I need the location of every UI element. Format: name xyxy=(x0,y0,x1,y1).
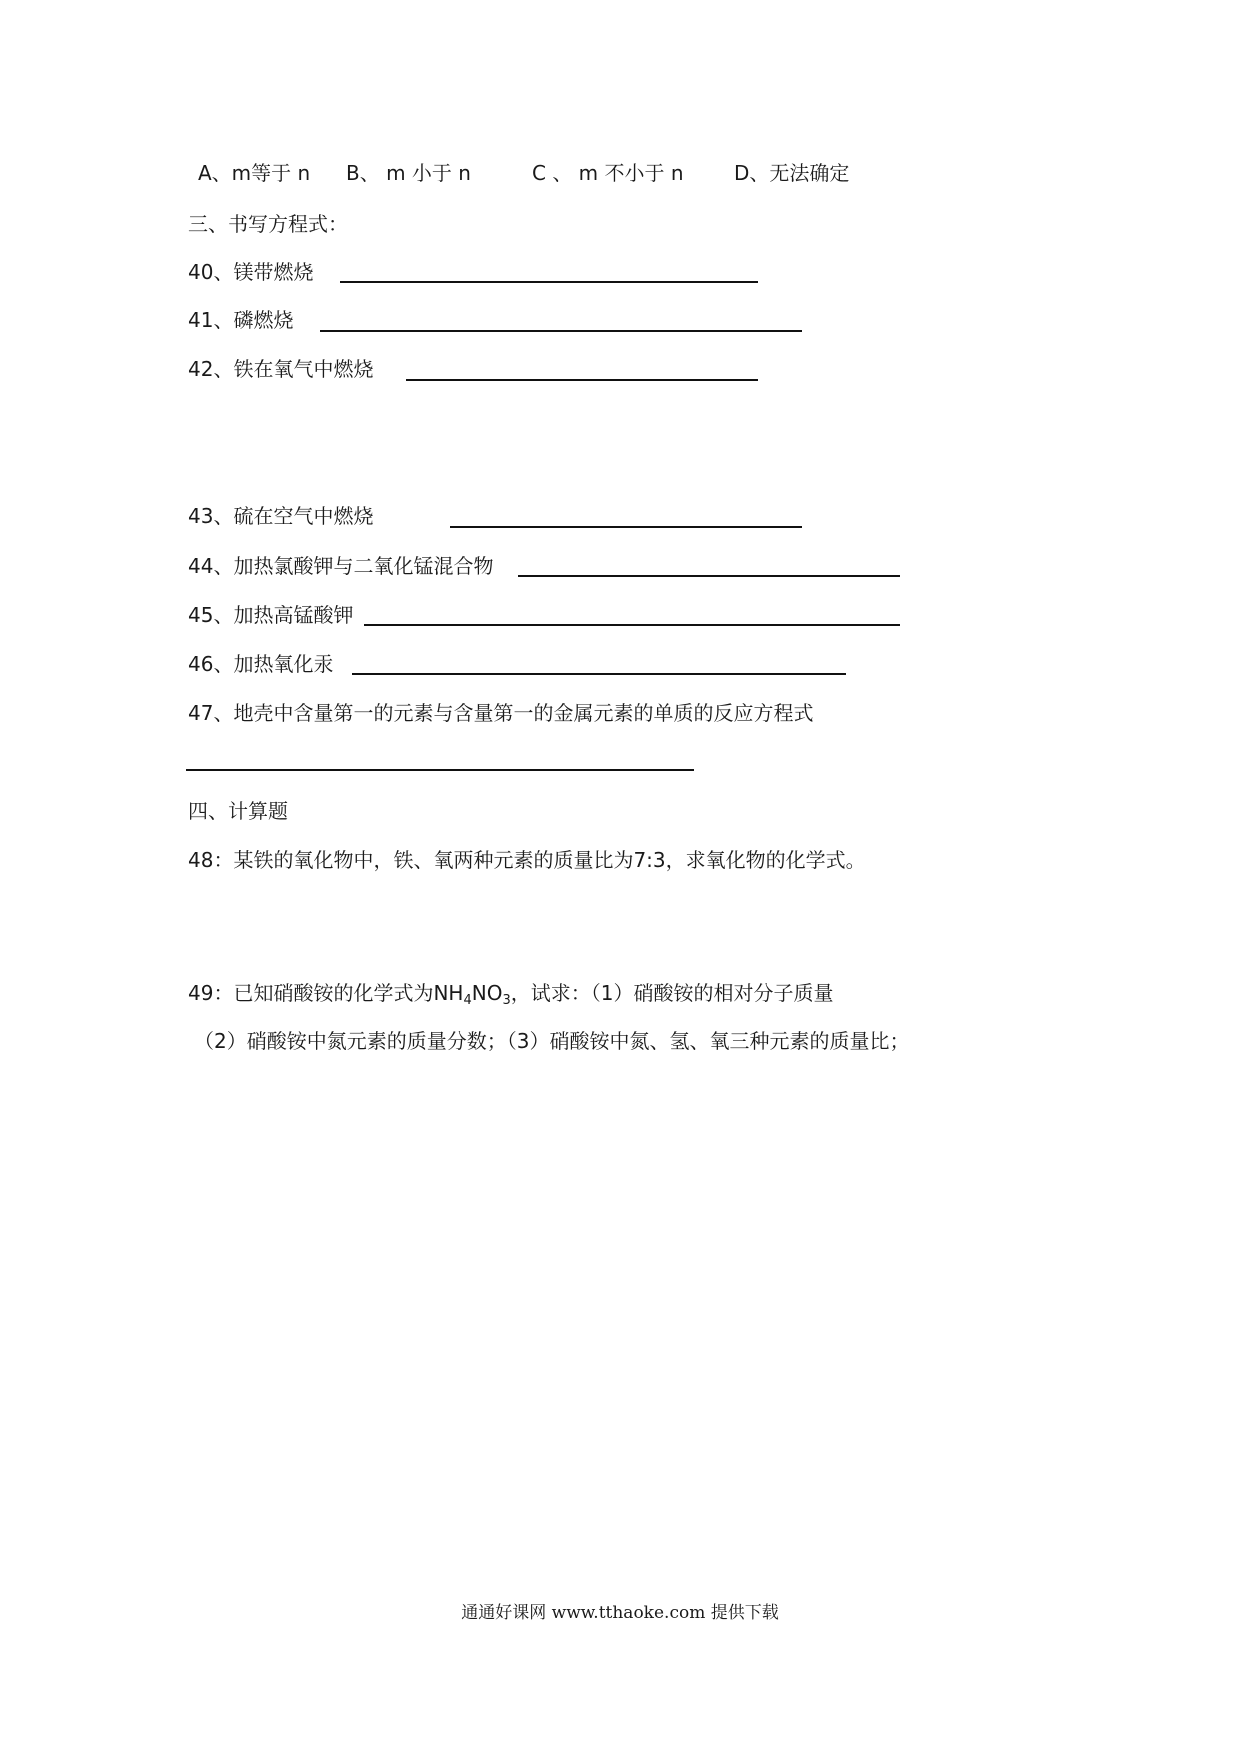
question-45: 45、加热高锰酸钾 xyxy=(188,603,354,627)
answer-line-43[interactable] xyxy=(450,526,802,528)
formula-sub3: 3 xyxy=(502,993,511,1008)
question-49-suffix: ，试求：（1）硝酸铵的相对分子质量 xyxy=(510,981,834,1005)
option-a: A、m等于 n xyxy=(198,161,311,185)
section4-title: 四、计算题 xyxy=(188,799,288,823)
formula-sub4: 4 xyxy=(463,993,472,1008)
question-49 xyxy=(188,980,833,1006)
question-40: 40、镁带燃烧 xyxy=(188,260,314,284)
question-46: 46、加热氧化汞 xyxy=(188,652,334,676)
question-44: 44、加热氯酸钾与二氧化锰混合物 xyxy=(188,554,494,578)
answer-line-42[interactable] xyxy=(406,379,758,381)
answer-line-41[interactable] xyxy=(320,330,802,332)
page-footer: 通通好课网 www.tthaoke.com 提供下载 xyxy=(461,1603,779,1623)
option-d: D、无法确定 xyxy=(734,161,850,185)
question-48: 48：某铁的氧化物中，铁、氧两种元素的质量比为7:3，求氧化物的化学式。 xyxy=(188,848,866,872)
question-43: 43、硫在空气中燃烧 xyxy=(188,504,374,528)
formula-nh: NH xyxy=(433,981,464,1005)
answer-line-44[interactable] xyxy=(518,575,900,577)
question-47: 47、地壳中含量第一的元素与含量第一的金属元素的单质的反应方程式 xyxy=(188,701,814,725)
option-c: C 、 m 不小于 n xyxy=(532,161,684,185)
question-42: 42、铁在氧气中燃烧 xyxy=(188,357,374,381)
answer-line-45[interactable] xyxy=(364,624,900,626)
question-49-line2: （2）硝酸铵中氮元素的质量分数；（3）硝酸铵中氮、氢、氧三种元素的质量比； xyxy=(194,1029,910,1053)
answer-line-40[interactable] xyxy=(340,281,758,283)
answer-line-46[interactable] xyxy=(352,673,846,675)
question-49-prefix: 49：已知硝酸铵的化学式为 xyxy=(188,981,434,1005)
question-41: 41、磷燃烧 xyxy=(188,308,294,332)
section3-title: 三、书写方程式： xyxy=(188,212,348,236)
option-b: B、 m 小于 n xyxy=(346,161,471,185)
formula-no: NO xyxy=(471,981,503,1005)
answer-line-47[interactable] xyxy=(186,769,694,771)
